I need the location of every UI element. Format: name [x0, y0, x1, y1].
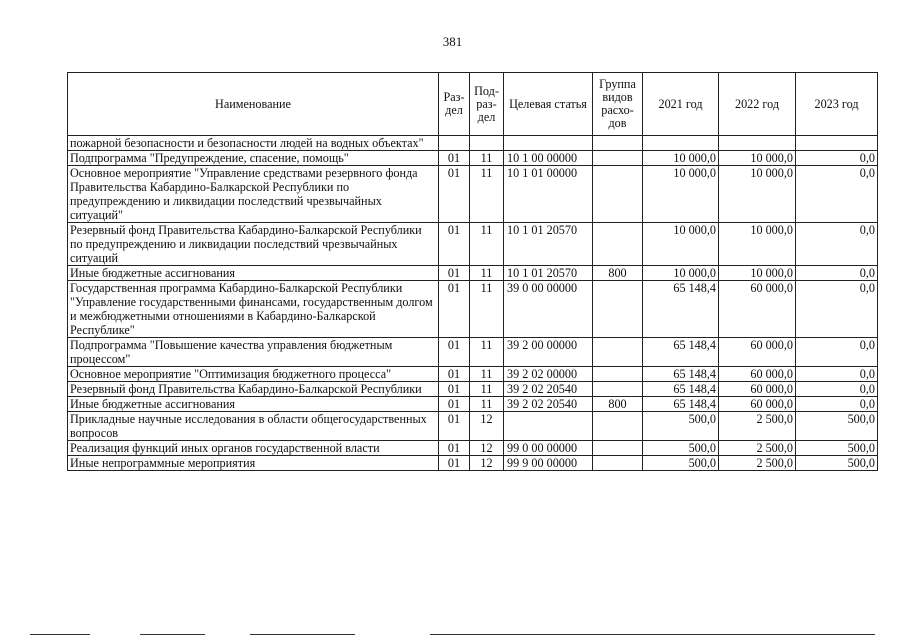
row-value-2022: 10 000,0 [719, 151, 796, 166]
row-tselevaya-statya: 39 0 00 00000 [504, 281, 593, 338]
header-2022: 2022 год [719, 73, 796, 136]
footer-rules [0, 634, 905, 636]
row-tselevaya-statya: 99 0 00 00000 [504, 441, 593, 456]
row-vid-raskhodov [593, 281, 643, 338]
table-row [68, 151, 878, 166]
row-tselevaya-statya: 39 2 02 20540 [504, 382, 593, 397]
header-razdel: Раз-дел [439, 73, 470, 136]
row-name: Прикладные научные исследования в области общегосударственных вопросов [68, 412, 439, 441]
row-value-2022: 2 500,0 [719, 441, 796, 456]
row-name: Государственная программа Кабардино-Балкарской Республики "Управление государственными финансами, государственным долгом и межбюджетными отношениями в Кабардино-Балкарской Республике" [68, 281, 439, 338]
row-value-2021: 10 000,0 [643, 266, 719, 281]
row-vid-raskhodov [593, 367, 643, 382]
row-podrazdel: 12 [470, 456, 504, 471]
row-tselevaya-statya: 39 2 02 20540 [504, 397, 593, 412]
row-tselevaya-statya: 39 2 00 00000 [504, 338, 593, 367]
footer-rule [140, 634, 205, 635]
row-value-2022: 10 000,0 [719, 166, 796, 223]
row-podrazdel: 11 [470, 281, 504, 338]
row-value-2023 [796, 136, 878, 151]
footer-rule [250, 634, 355, 635]
row-razdel: 01 [439, 166, 470, 223]
row-value-2023: 0,0 [796, 397, 878, 412]
row-value-2023: 0,0 [796, 151, 878, 166]
table-row [68, 266, 878, 281]
row-tselevaya-statya: 10 1 00 00000 [504, 151, 593, 166]
table-row [68, 136, 878, 151]
row-vid-raskhodov [593, 456, 643, 471]
row-tselevaya-statya: 99 9 00 00000 [504, 456, 593, 471]
table-row [68, 397, 878, 412]
row-value-2022: 10 000,0 [719, 223, 796, 266]
row-podrazdel: 11 [470, 266, 504, 281]
header-2023: 2023 год [796, 73, 878, 136]
row-value-2023: 0,0 [796, 166, 878, 223]
row-razdel: 01 [439, 281, 470, 338]
row-podrazdel: 11 [470, 151, 504, 166]
row-value-2021: 65 148,4 [643, 367, 719, 382]
row-razdel: 01 [439, 456, 470, 471]
row-tselevaya-statya: 39 2 02 00000 [504, 367, 593, 382]
header-name: Наименование [68, 73, 439, 136]
row-razdel: 01 [439, 338, 470, 367]
budget-table [67, 72, 878, 471]
row-value-2021: 65 148,4 [643, 338, 719, 367]
row-name: Резервный фонд Правительства Кабардино-Балкарской Республики [68, 382, 439, 397]
footer-rule [30, 634, 90, 635]
row-value-2023: 0,0 [796, 338, 878, 367]
row-value-2021: 65 148,4 [643, 397, 719, 412]
row-name: пожарной безопасности и безопасности людей на водных объектах" [68, 136, 439, 151]
header-podrazdel: Под-раз-дел [470, 73, 504, 136]
row-name: Подпрограмма "Предупреждение, спасение, помощь" [68, 151, 439, 166]
row-value-2022: 60 000,0 [719, 338, 796, 367]
row-value-2021: 10 000,0 [643, 151, 719, 166]
row-razdel: 01 [439, 223, 470, 266]
row-tselevaya-statya [504, 412, 593, 441]
row-podrazdel: 12 [470, 441, 504, 456]
row-name: Основное мероприятие "Оптимизация бюджетного процесса" [68, 367, 439, 382]
row-podrazdel [470, 136, 504, 151]
table-row [68, 166, 878, 223]
table-row [68, 281, 878, 338]
row-value-2021: 65 148,4 [643, 382, 719, 397]
row-value-2021: 10 000,0 [643, 166, 719, 223]
row-podrazdel: 12 [470, 412, 504, 441]
row-name: Иные бюджетные ассигнования [68, 266, 439, 281]
row-tselevaya-statya: 10 1 01 20570 [504, 266, 593, 281]
row-value-2021: 500,0 [643, 456, 719, 471]
row-podrazdel: 11 [470, 166, 504, 223]
row-razdel: 01 [439, 441, 470, 456]
row-value-2023: 0,0 [796, 382, 878, 397]
row-razdel: 01 [439, 367, 470, 382]
row-vid-raskhodov: 800 [593, 266, 643, 281]
row-value-2022: 10 000,0 [719, 266, 796, 281]
table-row [68, 441, 878, 456]
row-value-2022: 60 000,0 [719, 281, 796, 338]
row-tselevaya-statya [504, 136, 593, 151]
row-value-2022 [719, 136, 796, 151]
row-razdel: 01 [439, 266, 470, 281]
header-tselevaya-statya: Целевая статья [504, 73, 593, 136]
row-value-2023: 0,0 [796, 367, 878, 382]
row-podrazdel: 11 [470, 223, 504, 266]
row-value-2022: 60 000,0 [719, 367, 796, 382]
table-row [68, 456, 878, 471]
row-vid-raskhodov [593, 166, 643, 223]
row-value-2023: 0,0 [796, 281, 878, 338]
row-value-2023: 500,0 [796, 412, 878, 441]
row-vid-raskhodov [593, 151, 643, 166]
table-row [68, 338, 878, 367]
row-razdel: 01 [439, 397, 470, 412]
row-value-2021: 500,0 [643, 441, 719, 456]
row-vid-raskhodov [593, 338, 643, 367]
row-name: Иные бюджетные ассигнования [68, 397, 439, 412]
row-podrazdel: 11 [470, 382, 504, 397]
header-gruppa-vidov-raskhodov: Группа видов расхо-дов [593, 73, 643, 136]
row-vid-raskhodov [593, 136, 643, 151]
row-name: Иные непрограммные мероприятия [68, 456, 439, 471]
row-value-2022: 60 000,0 [719, 382, 796, 397]
header-2021: 2021 год [643, 73, 719, 136]
row-value-2021 [643, 136, 719, 151]
row-vid-raskhodov [593, 412, 643, 441]
table-row [68, 412, 878, 441]
page-number: 381 [442, 34, 463, 49]
row-podrazdel: 11 [470, 397, 504, 412]
table-row [68, 382, 878, 397]
row-value-2023: 0,0 [796, 223, 878, 266]
footer-rule [430, 634, 875, 635]
row-tselevaya-statya: 10 1 01 20570 [504, 223, 593, 266]
row-razdel: 01 [439, 412, 470, 441]
row-value-2021: 500,0 [643, 412, 719, 441]
row-value-2022: 2 500,0 [719, 456, 796, 471]
row-razdel: 01 [439, 151, 470, 166]
table-row [68, 223, 878, 266]
row-value-2022: 2 500,0 [719, 412, 796, 441]
row-value-2021: 65 148,4 [643, 281, 719, 338]
row-vid-raskhodov [593, 382, 643, 397]
table-row [68, 367, 878, 382]
row-podrazdel: 11 [470, 367, 504, 382]
row-value-2022: 60 000,0 [719, 397, 796, 412]
table-header-row [68, 73, 878, 136]
row-value-2023: 500,0 [796, 441, 878, 456]
row-name: Реализация функций иных органов государственной власти [68, 441, 439, 456]
row-value-2023: 500,0 [796, 456, 878, 471]
row-vid-raskhodov: 800 [593, 397, 643, 412]
row-value-2021: 10 000,0 [643, 223, 719, 266]
row-name: Резервный фонд Правительства Кабардино-Балкарской Республики по предупреждению и ликвидации последствий чрезвычайных ситуаций [68, 223, 439, 266]
row-name: Основное мероприятие "Управление средствами резервного фонда Правительства Кабардино-Балкарской Республики по предупреждению и ликвидации последствий чрезвычайных ситуаций" [68, 166, 439, 223]
row-tselevaya-statya: 10 1 01 00000 [504, 166, 593, 223]
row-razdel [439, 136, 470, 151]
row-value-2023: 0,0 [796, 266, 878, 281]
row-podrazdel: 11 [470, 338, 504, 367]
row-vid-raskhodov [593, 223, 643, 266]
row-razdel: 01 [439, 382, 470, 397]
row-name: Подпрограмма "Повышение качества управления бюджетным процессом" [68, 338, 439, 367]
row-vid-raskhodov [593, 441, 643, 456]
